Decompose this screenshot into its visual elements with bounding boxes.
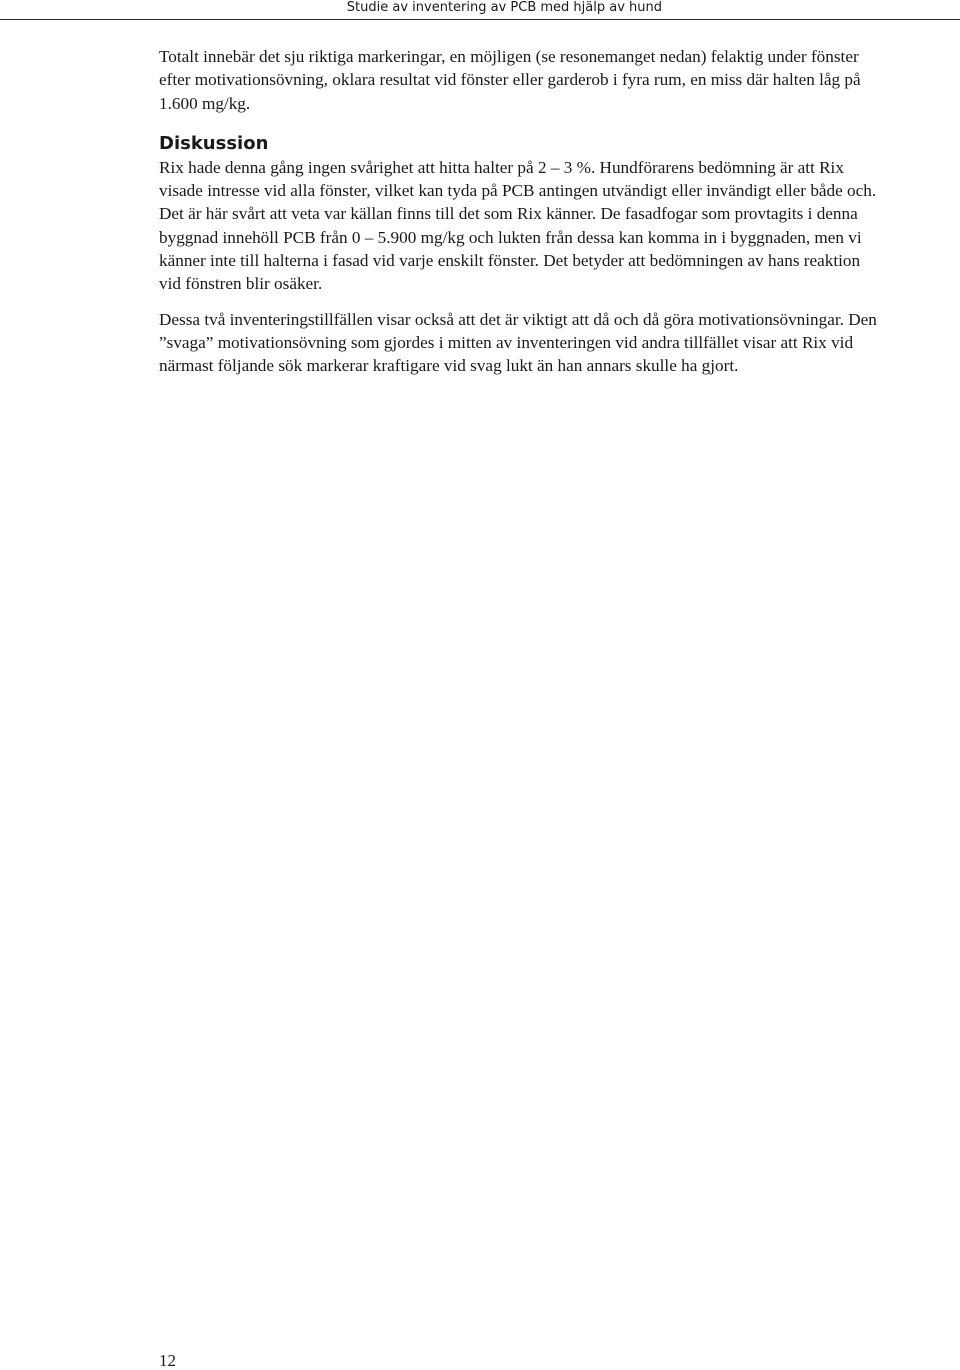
body-paragraph-results: Totalt innebär det sju riktiga markeringar, en möjligen (se resonemanget nedan) felaktig under fönster efter motivationsövning, oklara resultat vid fönster eller garderob i fyra rum, en miss där halten låg på 1.600 mg/kg. xyxy=(159,47,861,113)
running-header-title: Studie av inventering av PCB med hjälp av hund xyxy=(346,0,662,15)
section-heading-diskussion: Diskussion xyxy=(159,132,269,154)
body-paragraph-motivation: Dessa två inventeringstillfällen visar också att det är viktigt att då och då göra motivationsövningar. Den ”svaga” motivationsövning som gjordes i mitten av inventeringen vid andra tillfället visar att Rix vid närmast följande sök markerar kraftigare vid svag lukt än han annars skulle ha gjort. xyxy=(159,309,877,376)
page-body xyxy=(159,45,879,378)
page-number: 12 xyxy=(159,1351,176,1370)
body-paragraph-discussion: Rix hade denna gång ingen svårighet att hitta halter på 2 – 3 %. Hundförarens bedömning är att Rix visade intresse vid alla fönster, vilket kan tyda på PCB antingen utvändigt eller invändigt eller både och. Det är här svårt att veta var källan finns till det som Rix känner. De fasadfogar som provtagits i denna byggnad innehöll PCB från 0 – 5.900 mg/kg och lukten från dessa kan komma in i byggnaden, men vi känner inte till halterna i fasad vid varje enskilt fönster. Det betyder att bedömningen av hans reaktion vid fönstren blir osäker. xyxy=(159,157,877,294)
running-header xyxy=(0,0,960,20)
